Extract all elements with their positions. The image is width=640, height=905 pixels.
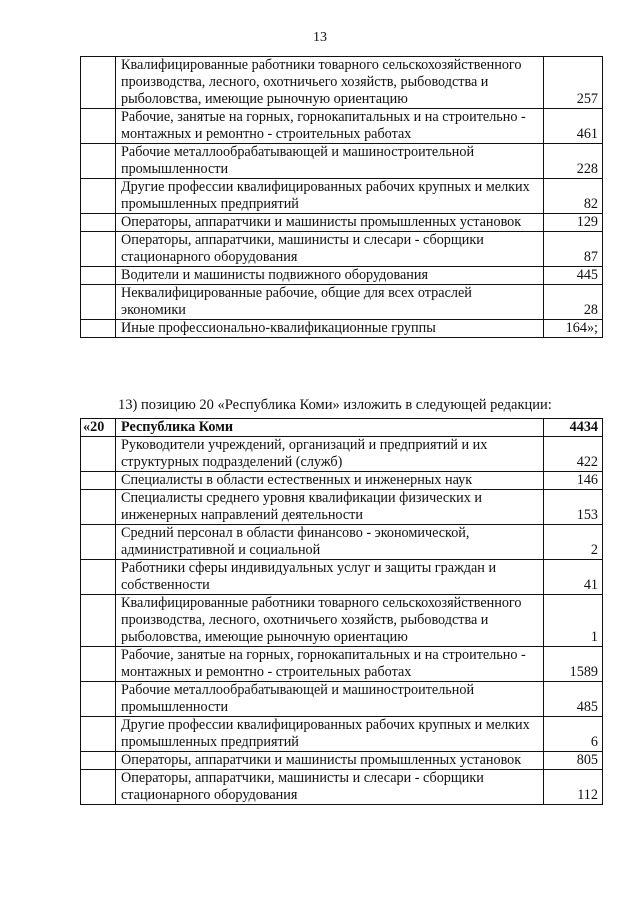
occupation-name: Операторы, аппаратчики и машинисты промышленных установок [116,214,544,232]
worker-count: 164»; [544,320,603,338]
table-row [81,490,603,525]
occupation-name: Квалифицированные работники товарного сельскохозяйственного производства, лесного, охотничьего хозяйств, рыбоводства и рыболовства, имеющие рыночную ориентацию [116,57,544,109]
row-number [81,647,116,682]
occupation-table-continued [80,56,603,338]
table-row [81,682,603,717]
row-number [81,179,116,214]
occupation-name: Другие профессии квалифицированных рабочих крупных и мелких промышленных предприятий [116,179,544,214]
table-row [81,560,603,595]
occupation-name: Квалифицированные работники товарного сельскохозяйственного производства, лесного, охотничьего хозяйств, рыбоводства и рыболовства, имеющие рыночную ориентацию [116,595,544,647]
occupation-name: Специалисты среднего уровня квалификации физических и инженерных направлений деятельности [116,490,544,525]
row-number [81,770,116,805]
row-number [81,214,116,232]
table-row [81,752,603,770]
table-row [81,717,603,752]
occupation-name: Руководители учреждений, организаций и предприятий и их структурных подразделений (служб) [116,437,544,472]
occupation-name: Операторы, аппаратчики, машинисты и слесари - сборщики стационарного оборудования [116,232,544,267]
row-number [81,109,116,144]
row-number [81,717,116,752]
worker-count: 1589 [544,647,603,682]
row-number [81,595,116,647]
occupation-name: Иные профессионально-квалификационные группы [116,320,544,338]
occupation-name: Другие профессии квалифицированных рабочих крупных и мелких промышленных предприятий [116,717,544,752]
occupation-name: Рабочие металлообрабатывающей и машиностроительной промышленности [116,144,544,179]
worker-count: 485 [544,682,603,717]
page-number: 13 [313,30,327,45]
region-total: 4434 [544,419,603,437]
occupation-name: Водители и машинисты подвижного оборудования [116,267,544,285]
row-number [81,472,116,490]
worker-count: 228 [544,144,603,179]
region-row [81,419,603,437]
worker-count: 2 [544,525,603,560]
worker-count: 461 [544,109,603,144]
occupation-name: Операторы, аппаратчики, машинисты и слесари - сборщики стационарного оборудования [116,770,544,805]
occupation-name: Средний персонал в области финансово - экономической, административной и социальной [116,525,544,560]
row-number [81,752,116,770]
amendment-instruction: 13) позицию 20 «Республика Коми» изложить в следующей редакции: [118,397,552,413]
komi-occupation-table [80,418,603,805]
table-row [81,285,603,320]
row-number [81,232,116,267]
worker-count: 41 [544,560,603,595]
occupation-name: Специалисты в области естественных и инженерных наук [116,472,544,490]
table-row [81,179,603,214]
row-number [81,490,116,525]
worker-count: 146 [544,472,603,490]
worker-count: 257 [544,57,603,109]
table-row [81,437,603,472]
occupation-name: Рабочие, занятые на горных, горнокапитальных и на строительно - монтажных и ремонтно - строительных работах [116,109,544,144]
worker-count: 445 [544,267,603,285]
occupation-name: Работники сферы индивидуальных услуг и защиты граждан и собственности [116,560,544,595]
region-name: Республика Коми [116,419,544,437]
table-row [81,770,603,805]
worker-count: 87 [544,232,603,267]
row-number [81,144,116,179]
row-number [81,57,116,109]
worker-count: 153 [544,490,603,525]
worker-count: 805 [544,752,603,770]
table-row [81,267,603,285]
table1-body [81,57,603,338]
table-row [81,232,603,267]
table-row [81,144,603,179]
occupation-name: Рабочие, занятые на горных, горнокапитальных и на строительно - монтажных и ремонтно - строительных работах [116,647,544,682]
region-number: «20 [81,419,116,437]
table2-body [81,419,603,805]
table-row [81,109,603,144]
row-number [81,525,116,560]
table-row [81,595,603,647]
row-number [81,437,116,472]
occupation-name: Операторы, аппаратчики и машинисты промышленных установок [116,752,544,770]
table-row [81,57,603,109]
table-row [81,525,603,560]
row-number [81,560,116,595]
row-number [81,285,116,320]
worker-count: 1 [544,595,603,647]
row-number [81,320,116,338]
worker-count: 6 [544,717,603,752]
row-number [81,682,116,717]
row-number [81,267,116,285]
occupation-name: Неквалифицированные рабочие, общие для всех отраслей экономики [116,285,544,320]
table-row [81,214,603,232]
occupation-name: Рабочие металлообрабатывающей и машиностроительной промышленности [116,682,544,717]
worker-count: 28 [544,285,603,320]
table-row [81,647,603,682]
worker-count: 129 [544,214,603,232]
table-row [81,472,603,490]
worker-count: 422 [544,437,603,472]
worker-count: 112 [544,770,603,805]
table-row [81,320,603,338]
worker-count: 82 [544,179,603,214]
